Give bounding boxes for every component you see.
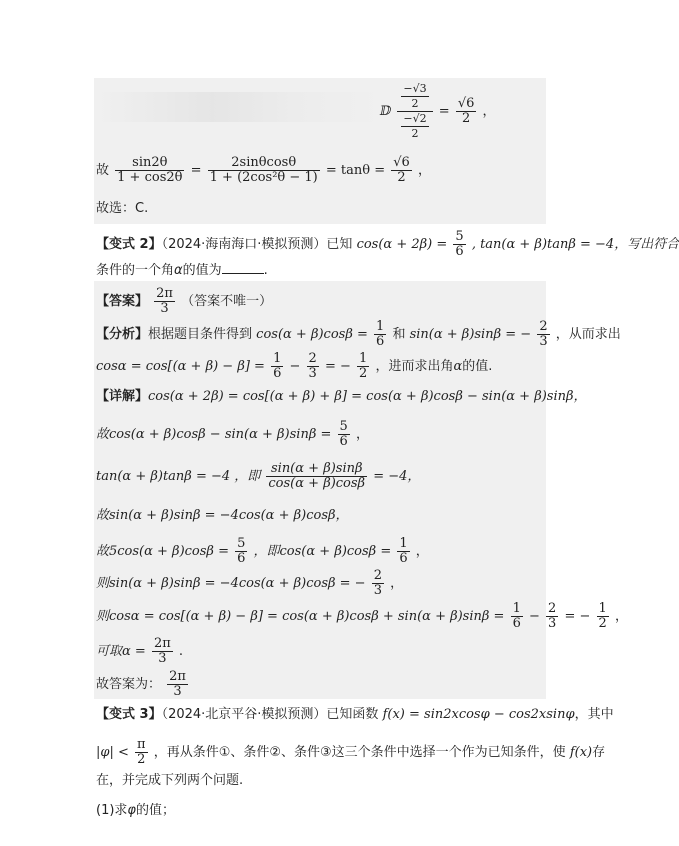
detail-line4: 故sin(α + β)sinβ = −4cos(α + β)cosβ， <box>96 508 349 523</box>
variant3-line2: |φ| < $\frac{\pi}{2}$ ，再从条件①、条件②、条件③这三个条件中选择一个作为已知条件，使 f(x)存 <box>96 737 606 767</box>
analysis-line1: 【分析】根据题目条件得到 cos(α + β)cosβ = $\frac{1}{6}$ 和 sin(α + β)sinβ = − $\frac{2}{3}$ ，从而求出 <box>96 319 621 349</box>
analysis-line2: cosα = cos[(α + β) − β] = $\frac{1}{6}$ − $\frac{2}{3}$ = − $\frac{1}{2}$ ，进而求出角α的值. <box>96 351 493 381</box>
detail-line8: 可取α = $\frac{2\pi}{3}$ . <box>96 636 184 666</box>
detail-line7: 则cosα = cos[(α + β) − β] = cos(α + β)cosβ + sin(α + β)sinβ = $\frac{1}{6}$ − $\frac{2}{3}$ = − $\frac{1}{2}$ ， <box>96 601 628 631</box>
answer-blank <box>222 261 264 274</box>
derivation-line: 故 $\frac{\sin 2\theta}{1 + \cos 2\theta}$ = $\frac{2\sin\theta\cos\theta}{\text{1 + (2cos²θ − 1)}}$ = tanθ = $\frac{√6}{2}$ ， <box>96 155 431 185</box>
variant2-line2: 条件的一个角α的值为 . <box>96 263 268 278</box>
detail-line5: 故5cos(α + β)cosβ = $\frac{5}{6}$ ，即cos(α + β)cosβ = $\frac{1}{6}$ ， <box>96 536 429 566</box>
answer-choice: 故选：C. <box>96 201 149 216</box>
detail-line9: 故答案为： $\frac{2\pi}{3}$ <box>96 669 186 699</box>
answer-line: 【答案】 $\frac{2\pi}{3}$ （答案不唯一） <box>96 286 273 316</box>
variant3-line1: 【变式 3】（2024·北京平谷·模拟预测）已知函数 f(x) = sin2xcosφ − cos2xsinφ，其中 <box>96 707 614 722</box>
obscured-region <box>96 92 386 122</box>
variant2-line1: 【变式 2】（2024·海南海口·模拟预测）已知 cos(α + 2β) = $\frac{5}{6}$ , tan(α + β)tanβ = −4，写出符合 <box>96 229 679 259</box>
detail-line2: 故cos(α + β)cosβ − sin(α + β)sinβ = $\frac{5}{6}$ ， <box>96 419 369 449</box>
detail-line6: 则sin(α + β)sinβ = −4cos(α + β)cosβ = − $\frac{2}{3}$ ， <box>96 568 404 598</box>
detail-line3: tan(α + β)tanβ = −4 ，即 $\frac{\sin(\alpha + \beta)\sin\beta}{\cos(\alpha + \beta)\cos\beta}$ = −4， <box>96 461 421 491</box>
variant3-line3: 在，并完成下列两个问题. <box>96 773 244 788</box>
nested-fraction: $\frac{\frac{-√3}{2}}{\frac{-√2}{2}}$ <box>397 82 432 141</box>
variant3-line4: (1)求φ的值； <box>96 803 176 818</box>
top-fraction-line: ⅅ $\frac{\frac{-√3}{2}}{\frac{-√2}{2}}$ = $\frac{√6}{2}$ ， <box>380 82 496 140</box>
detail-line1: 【详解】cos(α + 2β) = cos[(α + β) + β] = cos(α + β)cosβ − sin(α + β)sinβ， <box>96 389 587 404</box>
